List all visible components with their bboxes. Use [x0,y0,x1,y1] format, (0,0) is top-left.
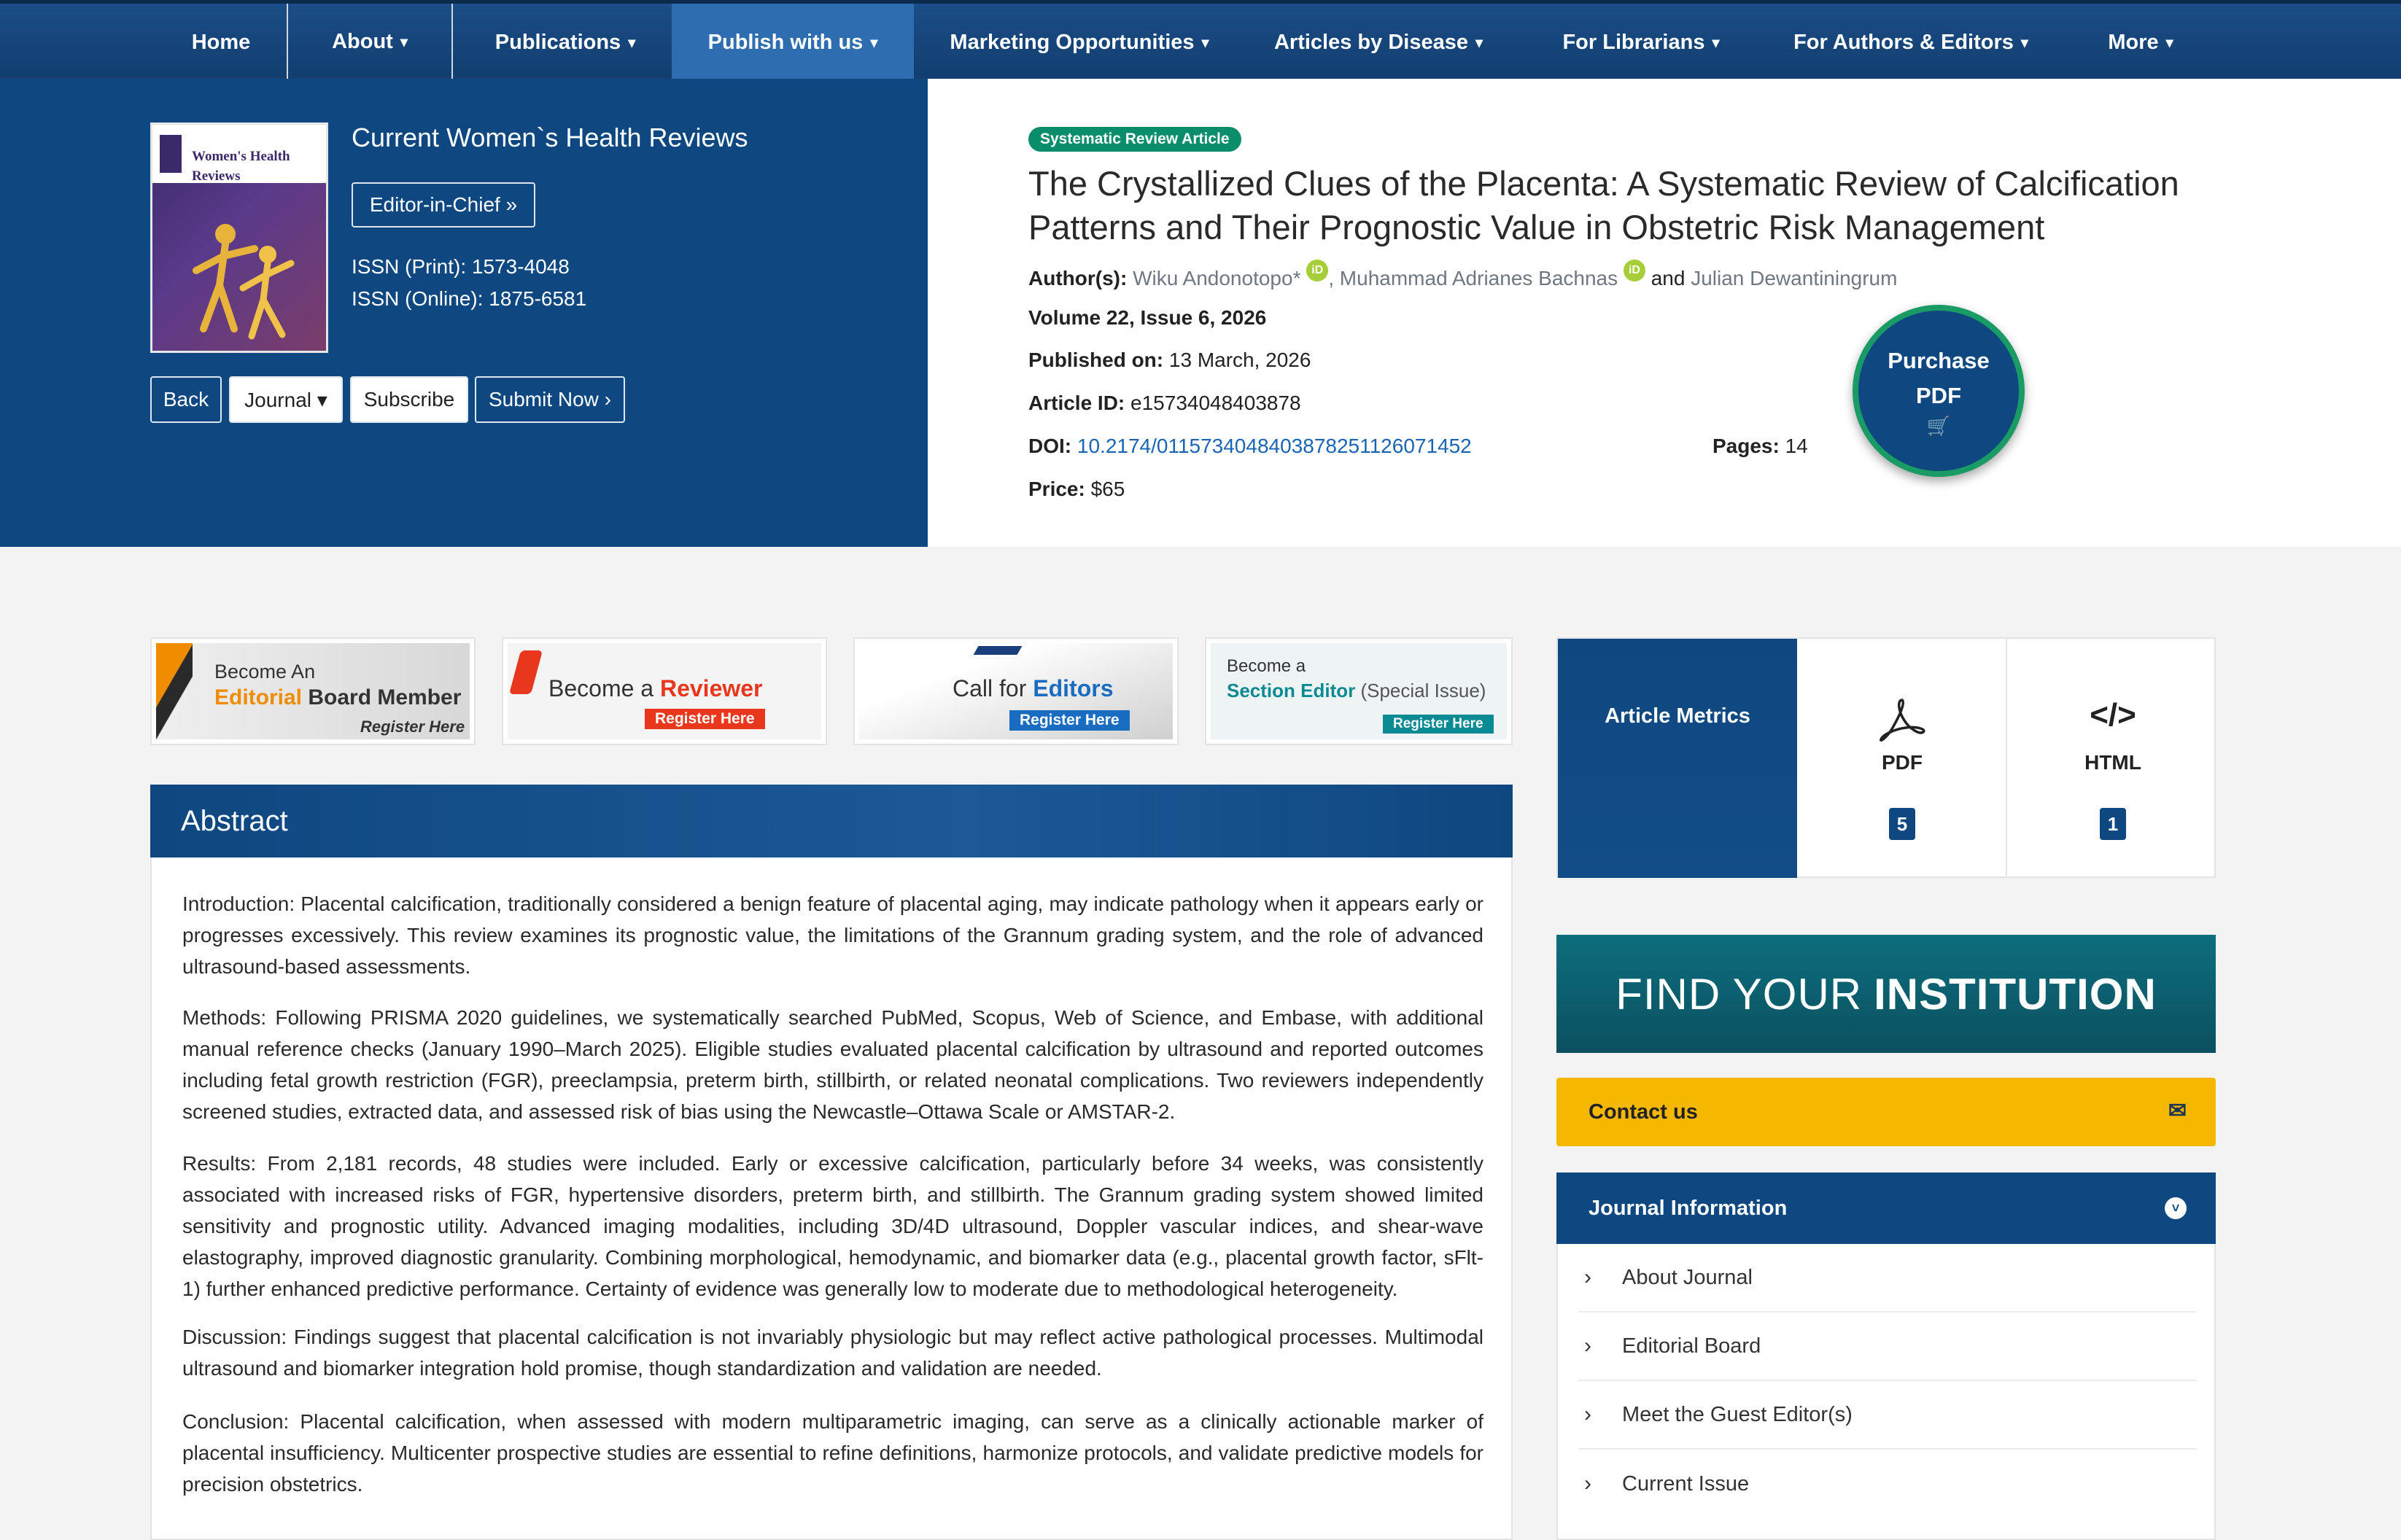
chevron-down-icon: ▾ [2020,34,2028,51]
banner-highlight: Editors [1033,675,1114,701]
nav-articles-by-disease[interactable] [1269,4,1488,81]
journal-info-item-about[interactable] [1578,1244,2197,1312]
subscribe-button[interactable]: Subscribe [350,376,468,423]
banner-highlight: Reviewer [659,675,763,701]
abstract-body [150,858,1513,1540]
author-link-3[interactable]: Julian Dewantiningrum [1691,267,1898,289]
banner-register: Register Here [645,709,765,729]
price-value: $65 [1085,478,1125,500]
banner-highlight: Editorial [214,685,303,709]
nav-more-label: More [2108,30,2159,54]
article-id-label: Article ID: [1028,392,1125,414]
banner-rest: (Special Issue) [1355,680,1486,701]
nav-disease-label: Articles by Disease [1273,30,1468,54]
price-line [1028,478,1125,501]
orcid-icon[interactable]: iD [1306,260,1328,281]
code-icon: </> [2090,697,2136,733]
cart-icon: 🛒 [1926,415,1951,437]
nav-home[interactable] [175,4,267,81]
become-section-editor-banner[interactable] [1205,637,1513,745]
orcid-icon[interactable]: iD [1624,260,1645,281]
journal-information-header[interactable] [1556,1172,2216,1244]
author-link-1[interactable]: Wiku Andonotopo* [1133,267,1301,289]
journal-title[interactable]: Current Women`s Health Reviews [352,122,748,152]
cover-figures-illustration [182,212,306,343]
journal-info-item-guest-editors[interactable] [1578,1381,2197,1450]
find-your-institution-banner[interactable] [1556,935,2216,1053]
doi-line [1028,435,1472,458]
chevron-down-icon: ▾ [400,34,408,50]
nav-publications[interactable] [474,4,656,81]
article-title: The Crystallized Clues of the Placenta: A Systematic Review of Calcification Patterns and Their Prognostic Value in Obstetric Risk Management [1028,164,2179,246]
journal-information-list [1556,1244,2216,1540]
contact-us-label: Contact us [1589,1100,1698,1124]
nav-more[interactable] [2086,4,2195,81]
cover-title [192,147,290,186]
metric-html-count: 1 [2100,808,2126,840]
metric-pdf[interactable] [1799,639,2007,878]
doi-link[interactable]: 10.2174/0115734048403878251126071452 [1077,435,1472,457]
authors-line [1028,264,1898,290]
banner-background [1211,643,1507,739]
journal-info-label: About Journal [1622,1265,1753,1289]
acrobat-icon-svg [1877,697,1928,742]
abstract-introduction: Introduction: Placental calcification, traditionally considered a benign feature of placental aging, may indicate pathology when it appears early or progresses excessively. This review examines its prognostic value, the limitations of the Grannum grading system, and the role of advanced ultrasound-based assessments. [182,892,1483,978]
find-text-a: FIND YOUR [1615,969,1863,1019]
chevron-down-icon: ▾ [1201,34,1209,51]
published-label: Published on: [1028,349,1164,371]
mail-icon: ✉ [2168,1099,2187,1123]
author-link-2[interactable]: , Muhammad Adrianes Bachnas [1328,267,1618,289]
volume-issue: Volume 22, Issue 6, 2026 [1028,306,1267,329]
article-metrics-label: Article Metrics [1558,639,1797,878]
become-reviewer-banner[interactable] [502,637,827,745]
banner-text-a: Become a [548,675,660,701]
nav-marketing-label: Marketing Opportunities [950,30,1195,54]
metric-html-name: HTML [2084,751,2141,774]
contact-us-button[interactable] [1556,1078,2216,1146]
nav-authors-label: For Authors & Editors [1793,30,2014,54]
metric-html[interactable] [2009,639,2217,878]
journal-information-label: Journal Information [1589,1196,1788,1220]
metric-pdf-count: 5 [1889,808,1915,840]
editor-in-chief-button[interactable]: Editor-in-Chief » [352,182,535,228]
authors-label: Author(s): [1028,267,1128,289]
find-text-b: INSTITUTION [1874,969,2157,1019]
journal-cover-image[interactable] [150,122,328,353]
banner-line-1 [953,675,1113,702]
nav-about-label: About [332,29,393,53]
nav-librarians-label: For Librarians [1562,30,1705,54]
chevron-right-icon: › [1584,1265,1591,1289]
pages-value: 14 [1779,435,1808,457]
banner-background [859,643,1173,739]
banner-rest: Board Member [302,685,462,709]
banner-text-a: Call for [953,675,1033,701]
pages-label: Pages: [1712,435,1780,457]
purchase-pdf-label: PDF [1916,383,1961,408]
become-editorial-board-banner[interactable] [150,637,476,745]
journal-info-label: Current Issue [1622,1471,1750,1496]
banner-line-2 [1227,680,1486,702]
submit-now-button[interactable]: Submit Now › [475,376,625,423]
abstract-results: Results: From 2,181 records, 48 studies were included. Early or excessive calcification, particularly before 34 weeks, was consistently associated with increased risks of FGR, hypertensive disorders, preterm birth, and stillbirth. The Grannum grading system showed limited sensitivity and prognostic utility. Advanced imaging modalities, including 3D/4D ultrasound, Doppler vascular indices, and shear-wave elastography, improved diagnostic granularity. Combining morphological, hemodynamic, and biomarker data (e.g., placental growth factor, sFlt-1) further enhanced predictive performance. Certainty of evidence was generally low to moderate due to methodological heterogeneity. [182,1152,1483,1300]
banner-line-2 [214,685,461,710]
article-metrics-panel [1556,637,2216,878]
article-type-badge: Systematic Review Article [1028,127,1241,152]
abstract-discussion: Discussion: Findings suggest that placental calcification is not invariably physiologic but may reflect active pathological processes. Multimodal ultrasound and biomarker integration hold promise, though standardization and validation are needed. [182,1326,1483,1380]
chevron-right-icon: › [1584,1402,1591,1426]
banner-register: Register Here [1383,715,1494,734]
journal-dropdown-button[interactable]: Journal ▾ [229,376,343,423]
abstract-conclusion: Conclusion: Placental calcification, when assessed with modern multiparametric imaging, can serve as a clinically actionable marker of placental insufficiency. Multicenter prospective studies are essential to refine definitions, harmonize protocols, and validate predictive models for precision obstetrics. [182,1410,1483,1496]
cover-title-line-2: Reviews [192,168,241,184]
published-value: 13 March, 2026 [1163,349,1311,371]
banner-swoosh [509,650,543,694]
banner-line-1: Become An [214,661,316,682]
journal-info-item-current-issue[interactable] [1578,1450,2197,1518]
abstract-methods: Methods: Following PRISMA 2020 guidelines, we systematically searched PubMed, Scopus, Web of Science, and Embase, with additional manual reference checks (January 1990–March 2025). Eligible studies evaluated placental calcification by ultrasound and reported outcomes including fetal growth restriction (FGR), preeclampsia, preterm birth, stillbirth, or related neonatal complications. Two reviewers independently screened studies, extracted data, and assessed risk of bias using the Newcastle–Ottawa Scale or AMSTAR-2. [182,1006,1483,1123]
published-date [1028,349,1311,372]
chevron-right-icon: › [1584,1334,1591,1358]
chevron-down-icon: ▾ [1712,34,1720,51]
call-for-editors-banner[interactable] [853,637,1179,745]
article-id-value: e15734048403878 [1125,392,1301,414]
nav-publish-label: Publish with us [707,30,864,54]
journal-info-label: Meet the Guest Editor(s) [1622,1402,1853,1426]
article-id [1028,392,1301,415]
journal-info-item-editorial-board[interactable] [1578,1312,2197,1381]
purchase-label: Purchase [1888,348,1990,373]
issn-online: ISSN (Online): 1875-6581 [352,287,587,310]
acrobat-icon [1799,697,2006,750]
banner-background [156,643,470,739]
chevron-down-icon: ˅ [2165,1197,2187,1219]
cover-title-line-1: Women's Health [192,149,290,164]
purchase-pdf-button[interactable] [1853,305,2025,477]
banner-stripe [156,643,193,739]
issn-print: ISSN (Print): 1573-4048 [352,255,570,278]
nav-marketing-opportunities[interactable] [941,4,1218,81]
metric-pdf-name: PDF [1882,751,1923,774]
abstract-heading: Abstract [150,785,1513,858]
nav-for-authors-editors[interactable] [1780,4,2042,81]
nav-about[interactable] [287,4,453,81]
journal-info-label: Editorial Board [1622,1334,1761,1358]
nav-home-label: Home [191,30,251,54]
banner-line-1 [548,675,763,702]
banner-line-1: Become a [1227,656,1306,676]
banner-register: Register Here [360,718,465,736]
doi-label: DOI: [1028,435,1072,457]
banner-register: Register Here [1009,710,1130,731]
chevron-down-icon: ▾ [870,34,878,51]
chevron-down-icon: ▾ [2165,34,2173,51]
pages-line [1712,435,1808,458]
nav-publish-with-us[interactable] [672,4,914,81]
chevron-right-icon: › [1584,1471,1591,1496]
banner-highlight: Section Editor [1227,680,1356,701]
back-button[interactable]: Back [150,376,222,423]
chevron-down-icon: ▾ [1475,34,1483,51]
chevron-down-icon: ▾ [628,34,636,51]
banner-background [508,643,821,739]
top-navigation [0,0,2401,79]
authors-and: and [1645,267,1691,289]
banner-accent [974,646,1023,655]
nav-publications-label: Publications [494,30,621,54]
price-label: Price: [1028,478,1085,500]
nav-for-librarians[interactable] [1546,4,1736,81]
cover-side-bar [160,135,182,173]
